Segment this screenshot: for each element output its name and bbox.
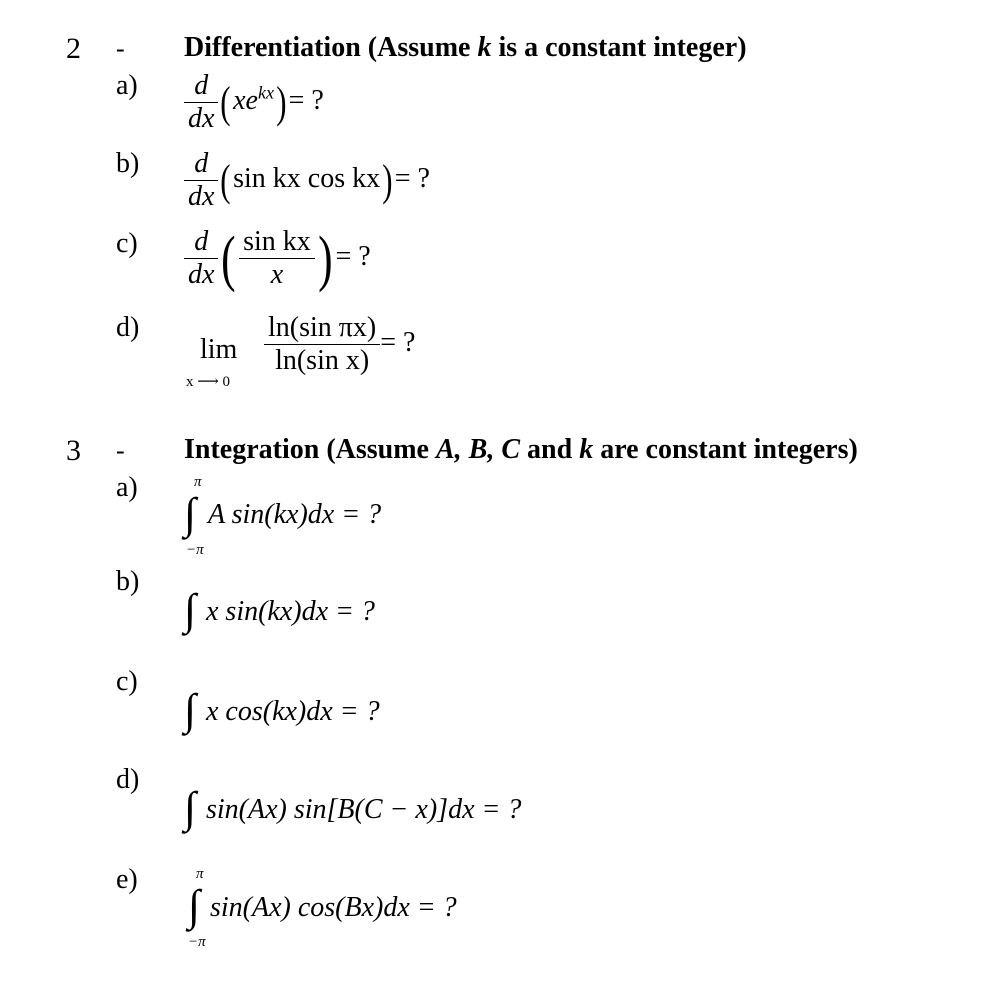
section-2-number: 2 — [66, 32, 81, 65]
integral-sign: ∫ — [184, 585, 197, 634]
item-3e-expression: sin(Ax) cos(Bx)dx = ? — [210, 892, 457, 923]
item-3b-label: b) — [116, 566, 140, 597]
section-2-title: Differentiation (Assume k is a constant integer) — [184, 32, 747, 63]
item-3a-label: a) — [116, 472, 138, 503]
limit-subscript: x ⟶ 0 — [186, 374, 231, 390]
upper-limit: π — [196, 866, 204, 882]
section-3-dash: - — [116, 436, 125, 465]
item-3a-expression: A sin(kx)dx = ? — [208, 499, 382, 530]
item-3d-label: d) — [116, 764, 140, 795]
item-3b-expression: x sin(kx)dx = ? — [206, 596, 375, 627]
derivative-operator: $\frac{d}{dx}$ — [184, 148, 218, 213]
item-2a-label: a) — [116, 70, 138, 101]
item-2a-expression: $\frac{d}{dx}$ $(xe^{kx})=$ ? — [184, 70, 324, 135]
item-3e-label: e) — [116, 864, 138, 895]
integral-sign: ∫ — [188, 881, 201, 930]
item-2c-expression: $\frac{d}{dx}$ ( $\frac{\text{sin kx}}{x}$ ) = ? — [184, 226, 371, 291]
item-2b-expression: $\frac{d}{dx}$ (sin kx cos kx)= ? — [184, 148, 430, 213]
item-3d-expression: sin(Ax) sin[B(C − x)]dx = ? — [206, 794, 522, 825]
derivative-operator: $\frac{d}{dx}$ — [184, 226, 218, 291]
limit-operator: lim — [200, 334, 238, 365]
integral-sign: ∫ — [184, 685, 197, 734]
item-2c-label: c) — [116, 228, 138, 259]
upper-limit: π — [194, 474, 202, 490]
item-2b-label: b) — [116, 148, 140, 179]
item-3c-label: c) — [116, 666, 138, 697]
lower-limit: −π — [188, 934, 206, 950]
section-2-dash: - — [116, 34, 125, 63]
integral-sign: ∫ — [184, 489, 197, 538]
section-3-title: Integration (Assume A, B, C and k are constant integers) — [184, 434, 858, 465]
lower-limit: −π — [186, 542, 204, 558]
item-2d-fraction: $\frac{\text{ln(sin πx)}}{\text{ln(sin x)}}$ = ? — [264, 312, 415, 377]
item-2d-label: d) — [116, 312, 140, 343]
derivative-operator: $\frac{d}{dx}$ — [184, 70, 218, 135]
section-3-number: 3 — [66, 434, 81, 467]
integral-sign: ∫ — [184, 783, 197, 832]
item-3c-expression: x cos(kx)dx = ? — [206, 696, 380, 727]
